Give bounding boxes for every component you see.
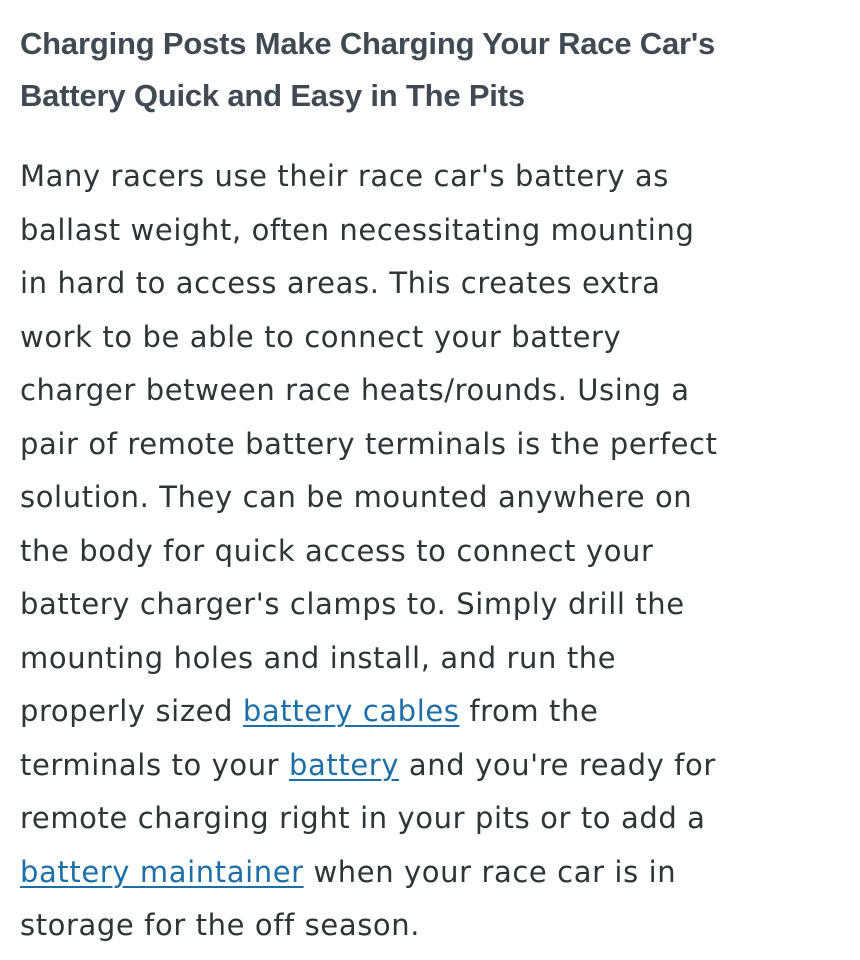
paragraph-line: battery charger's clamps to. Simply drill the: [20, 587, 685, 621]
heading-line: Charging Posts Make Charging Your Race Car's: [20, 26, 716, 61]
paragraph-line: work to be able to connect your battery: [20, 319, 622, 354]
paragraph-line: the body for quick access to connect your: [20, 533, 654, 568]
battery-maintainer-link[interactable]: battery maintainer: [20, 854, 304, 889]
paragraph-line: [20, 739, 840, 793]
paragraph-line: pair of remote battery terminals is the perfect: [20, 426, 718, 461]
article-heading: [20, 18, 810, 122]
heading-line: Battery Quick and Easy in The Pits: [20, 78, 525, 113]
battery-link[interactable]: battery: [289, 747, 400, 782]
paragraph-line: solution. They can be mounted anywhere on: [20, 480, 693, 514]
paragraph-line: in hard to access areas. This creates extra: [20, 266, 661, 300]
paragraph-line: Many racers use their race car's battery as: [20, 159, 670, 193]
paragraph-line: mounting holes and install, and run the: [20, 640, 617, 675]
text-segment: properly sized: [20, 694, 243, 728]
paragraph-line: [20, 685, 840, 739]
text-segment: terminals to your: [20, 747, 290, 782]
paragraph-line: [20, 846, 840, 900]
article-paragraph: [20, 150, 840, 953]
paragraph-line: storage for the off season.: [20, 908, 421, 942]
paragraph-line: charger between race heats/rounds. Using a: [20, 373, 690, 407]
battery-cables-link[interactable]: battery cables: [242, 694, 460, 728]
paragraph-line: remote charging right in your pits or to add a: [20, 801, 706, 835]
text-segment: when your race car is in: [303, 854, 677, 889]
text-segment: from the: [459, 694, 599, 728]
paragraph-line: ballast weight, often necessitating mounting: [20, 212, 695, 247]
text-segment: and you're ready for: [399, 747, 716, 782]
